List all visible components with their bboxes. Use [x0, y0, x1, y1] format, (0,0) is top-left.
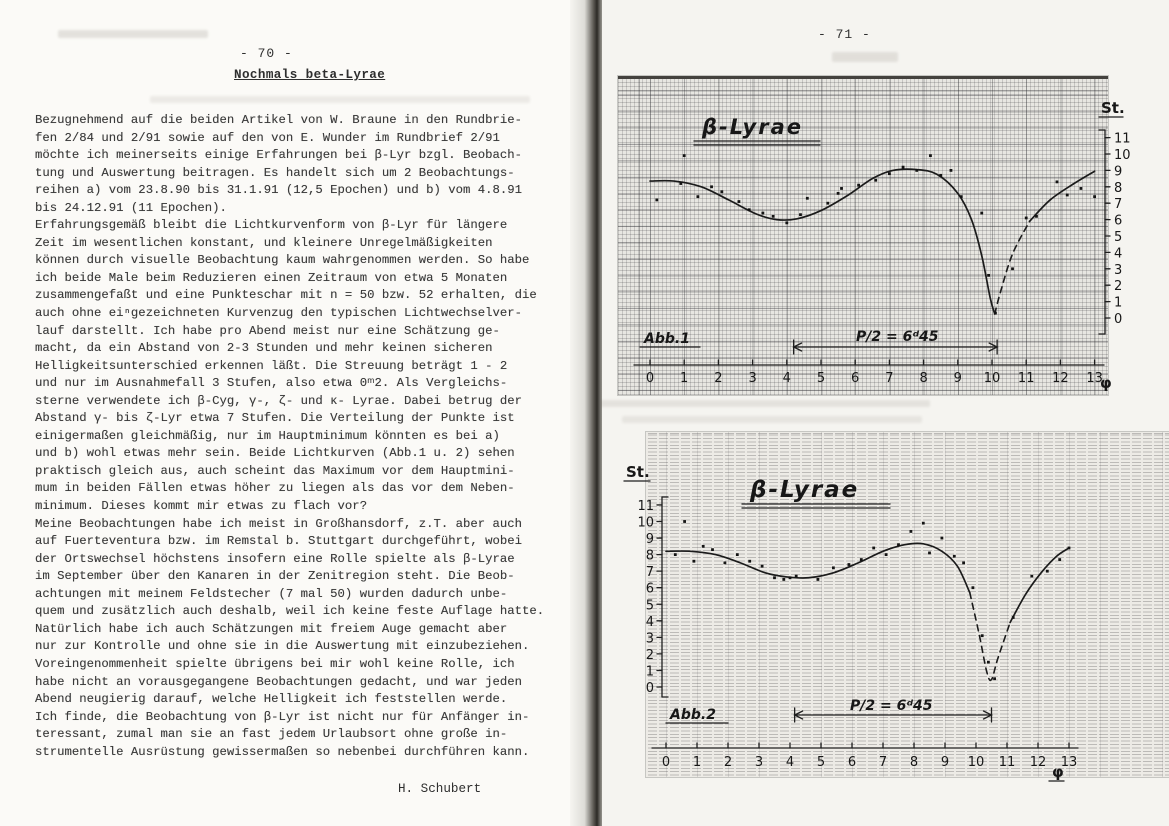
x-tick-label: 10 — [983, 371, 1001, 386]
text-line: Zeit im wesentlichen konstant, und kleinere Unregelmäßigkeiten — [35, 235, 493, 250]
text-line: macht, da ein Abstand von 2-3 Stunden und mehr keinen sicheren — [35, 341, 493, 356]
figure-label: Abb.2 — [670, 707, 716, 723]
text-line: reihen a) vom 23.8.90 bis 31.1.91 (12,5 Epochen) und b) vom 4.8.91 — [35, 183, 523, 198]
text-line: Bezugnehmend auf die beiden Artikel von W. Braune in den Rundbrie- — [35, 113, 523, 127]
y-tick-label: 10 — [1114, 148, 1131, 163]
y-tick-label: 8 — [645, 548, 654, 564]
period-annotation — [794, 329, 997, 354]
x-tick-label: 5 — [816, 371, 826, 386]
text-line: nur zur Kontrolle und ohne sie in die Auswertung mit einzubeziehen. — [35, 639, 530, 654]
chart-title: β-Lyrae — [750, 477, 860, 503]
y-tick-label: 3 — [1114, 262, 1123, 278]
x-axis — [652, 743, 1078, 781]
text-line: Erfahrungsgemäß bleibt die Lichtkurvenform von β-Lyr für längere — [35, 218, 508, 233]
y-tick-label: 11 — [1114, 131, 1131, 147]
x-tick-label: 9 — [953, 371, 962, 386]
x-tick-label: 8 — [909, 755, 919, 770]
x-tick-label: 1 — [692, 755, 702, 770]
y-tick-label: 6 — [1114, 213, 1123, 229]
text-line: mum in beiden Fällen etwas höher zu liegen als das vor dem Neben- — [35, 481, 515, 496]
text-line: auch ohne eiⁿgezeichneten Kurvenzug den typischen Lichtwechselver- — [35, 306, 523, 321]
x-tick-label: 0 — [645, 371, 655, 386]
x-tick-label: 7 — [878, 755, 888, 770]
x-tick-label: 5 — [816, 755, 826, 770]
x-axis-label: φ — [1100, 374, 1112, 392]
x-tick-label: 8 — [919, 371, 928, 386]
text-line: und b) wohl etwas mehr sein. Beide Lichtkurven (Abb.1 u. 2) sehen — [35, 446, 515, 461]
light-curve — [666, 543, 1069, 680]
x-tick-label: 6 — [851, 371, 860, 386]
period-annotation-text: P/2 = 6ᵈ45 — [850, 698, 933, 714]
text-line: Helligkeitsunterschied erkennen läßt. Die Streuung beträgt 1 - 2 — [35, 358, 508, 373]
y-axis-unit-label: St. — [626, 463, 650, 481]
x-axis-label: φ — [1052, 763, 1064, 781]
y-tick-label: 6 — [645, 581, 654, 597]
x-tick-label: 13 — [1086, 371, 1103, 386]
text-line: quem und zusätzlich auch deshalb, weil ich keine feste Auflage hatte. — [35, 604, 545, 619]
page-number-left: - 70 - — [240, 46, 293, 61]
y-axis — [637, 497, 668, 697]
y-tick-label: 0 — [645, 681, 654, 696]
x-tick-label: 4 — [785, 755, 795, 770]
observation-points — [655, 154, 1096, 314]
figure-label: Abb.1 — [644, 331, 690, 347]
text-line: bis 24.12.91 (11 Epochen). — [35, 200, 227, 215]
y-tick-label: 2 — [1114, 279, 1123, 295]
x-tick-label: 7 — [885, 371, 894, 386]
x-tick-label: 2 — [714, 371, 723, 386]
text-line: Natürlich habe ich auch Schätzungen mit freiem Auge gemacht aber — [35, 621, 508, 636]
page-left — [0, 0, 578, 826]
abb1-chart — [600, 70, 1169, 425]
x-tick-label: 2 — [723, 755, 733, 770]
y-tick-label: 1 — [1114, 295, 1123, 311]
y-axis-unit-label: St. — [1101, 99, 1125, 117]
text-line: Abend neugierig darauf, welche Helligkeit ich feststellen werde. — [35, 692, 508, 707]
text-line: können durch visuelle Beobachtung kaum wahrgenommen werden. So habe — [35, 253, 530, 268]
y-tick-label: 4 — [645, 614, 654, 630]
author-signature: H. Schubert — [398, 782, 482, 796]
y-tick-label: 10 — [637, 515, 654, 531]
article-body — [35, 112, 565, 761]
bleed-through-mark — [832, 52, 898, 62]
x-tick-label: 12 — [1052, 371, 1069, 386]
text-line: achtungen mit meinem Feldstecher (7 mal 50) wurden dadurch unbe- — [35, 586, 508, 601]
text-line: Abstand γ- bis ζ-Lyr etwa 7 Stufen. Die Verteilung der Punkte ist — [35, 411, 515, 426]
text-line: im September über den Kanaren in der Zenitregion steht. Die Beob- — [35, 569, 515, 584]
text-line: sterne verwendete ich β-Cyg, γ-, ζ- und κ- Lyrae. Dabei betrug der — [35, 393, 523, 408]
y-tick-label: 3 — [645, 631, 654, 647]
x-tick-label: 1 — [680, 371, 689, 386]
text-line: auf Fuerteventura bzw. im Remstal b. Stuttgart durchgeführt, wobei — [35, 534, 523, 549]
x-tick-label: 6 — [847, 755, 857, 770]
y-tick-label: 0 — [1114, 312, 1123, 327]
x-tick-label: 11 — [998, 755, 1016, 770]
text-line: Voreingenommenheit spielte übrigens bei mir wohl keine Rolle, ich — [35, 656, 515, 671]
text-line: Ich finde, die Beobachtung von β-Lyr ist nicht nur für Anfänger in- — [35, 709, 530, 724]
text-line: fen 2/84 und 2/91 sowie auf den von E. Wunder im Rundbrief 2/91 — [35, 130, 500, 145]
y-tick-label: 7 — [1114, 197, 1123, 213]
chart-title: β-Lyrae — [702, 115, 803, 139]
text-line: einigermaßen gleichmäßig, nur im Hauptminimum könnten es bei a) — [35, 428, 500, 443]
text-line: der Ortswechsel höchstens insofern eine Rolle spielte als β-Lyrae — [35, 551, 515, 566]
y-tick-label: 9 — [1114, 164, 1123, 180]
y-tick-label: 4 — [1114, 246, 1123, 262]
page-number-right: - 71 - — [818, 27, 871, 42]
y-tick-label: 5 — [645, 598, 654, 614]
y-tick-label: 7 — [645, 565, 654, 581]
x-tick-label: 4 — [782, 371, 791, 386]
y-tick-label: 9 — [645, 532, 654, 548]
article-title: Nochmals beta-Lyrae — [234, 68, 386, 82]
x-axis — [634, 360, 1112, 392]
x-tick-label: 3 — [748, 371, 757, 386]
text-line: habe nicht an vorausgegangene Beobachtungen gedacht, und war jeden — [35, 674, 523, 689]
y-tick-label: 8 — [1114, 180, 1123, 196]
y-tick-label: 11 — [637, 498, 654, 514]
text-line: möchte ich meinerseits einige Erfahrungen bei β-Lyr bzgl. Beobach- — [35, 148, 523, 163]
x-tick-label: 3 — [754, 755, 764, 770]
text-line: lauf darstellt. Ich habe pro Abend meist nur eine Schätzung ge- — [35, 323, 500, 338]
bleed-through-mark — [150, 96, 530, 103]
abb2-chart — [600, 425, 1169, 826]
observation-points — [674, 520, 1071, 680]
text-line: teressant, zumal man sie an fast jedem Urlaubsort ohne große in- — [35, 727, 508, 742]
text-line: strumentelle Ausrüstung gewissermaßen so nebenbei durchführen kann. — [35, 744, 530, 759]
x-tick-label: 13 — [1060, 755, 1078, 770]
y-tick-label: 5 — [1114, 230, 1123, 245]
y-tick-label: 1 — [645, 664, 654, 680]
text-line: und nur im Ausnahmefall 3 Stufen, also etwa 0ᵐ2. Als Vergleichs- — [35, 376, 508, 391]
text-line: minimum. Dieses kommt mir etwas zu flach vor? — [35, 499, 368, 514]
period-annotation — [795, 698, 992, 722]
text-line: tung und Auswertung beitragen. Es handelt sich um 2 Beobachtungs- — [35, 165, 515, 180]
text-line: Meine Beobachtungen habe ich meist in Großhansdorf, z.T. aber auch — [35, 516, 523, 531]
y-axis — [1099, 130, 1131, 334]
x-tick-label: 0 — [661, 755, 671, 770]
x-tick-label: 9 — [940, 755, 950, 770]
text-line: praktisch gleich aus, auch scheint das Maximum vor dem Hauptmini- — [35, 463, 515, 478]
light-curve — [650, 169, 1095, 314]
x-tick-label: 12 — [1029, 755, 1047, 770]
y-tick-label: 2 — [645, 647, 654, 663]
text-line: ich beide Male beim Reduzieren einen Zeitraum von etwa 5 Monaten — [35, 270, 508, 285]
x-tick-label: 10 — [967, 755, 985, 770]
x-tick-label: 11 — [1017, 371, 1035, 386]
period-annotation-text: P/2 = 6ᵈ45 — [856, 329, 939, 345]
text-line: zusammengefaßt und eine Punkteschar mit n = 50 bzw. 52 erhalten, die — [35, 288, 537, 303]
bleed-through-mark — [58, 30, 208, 38]
